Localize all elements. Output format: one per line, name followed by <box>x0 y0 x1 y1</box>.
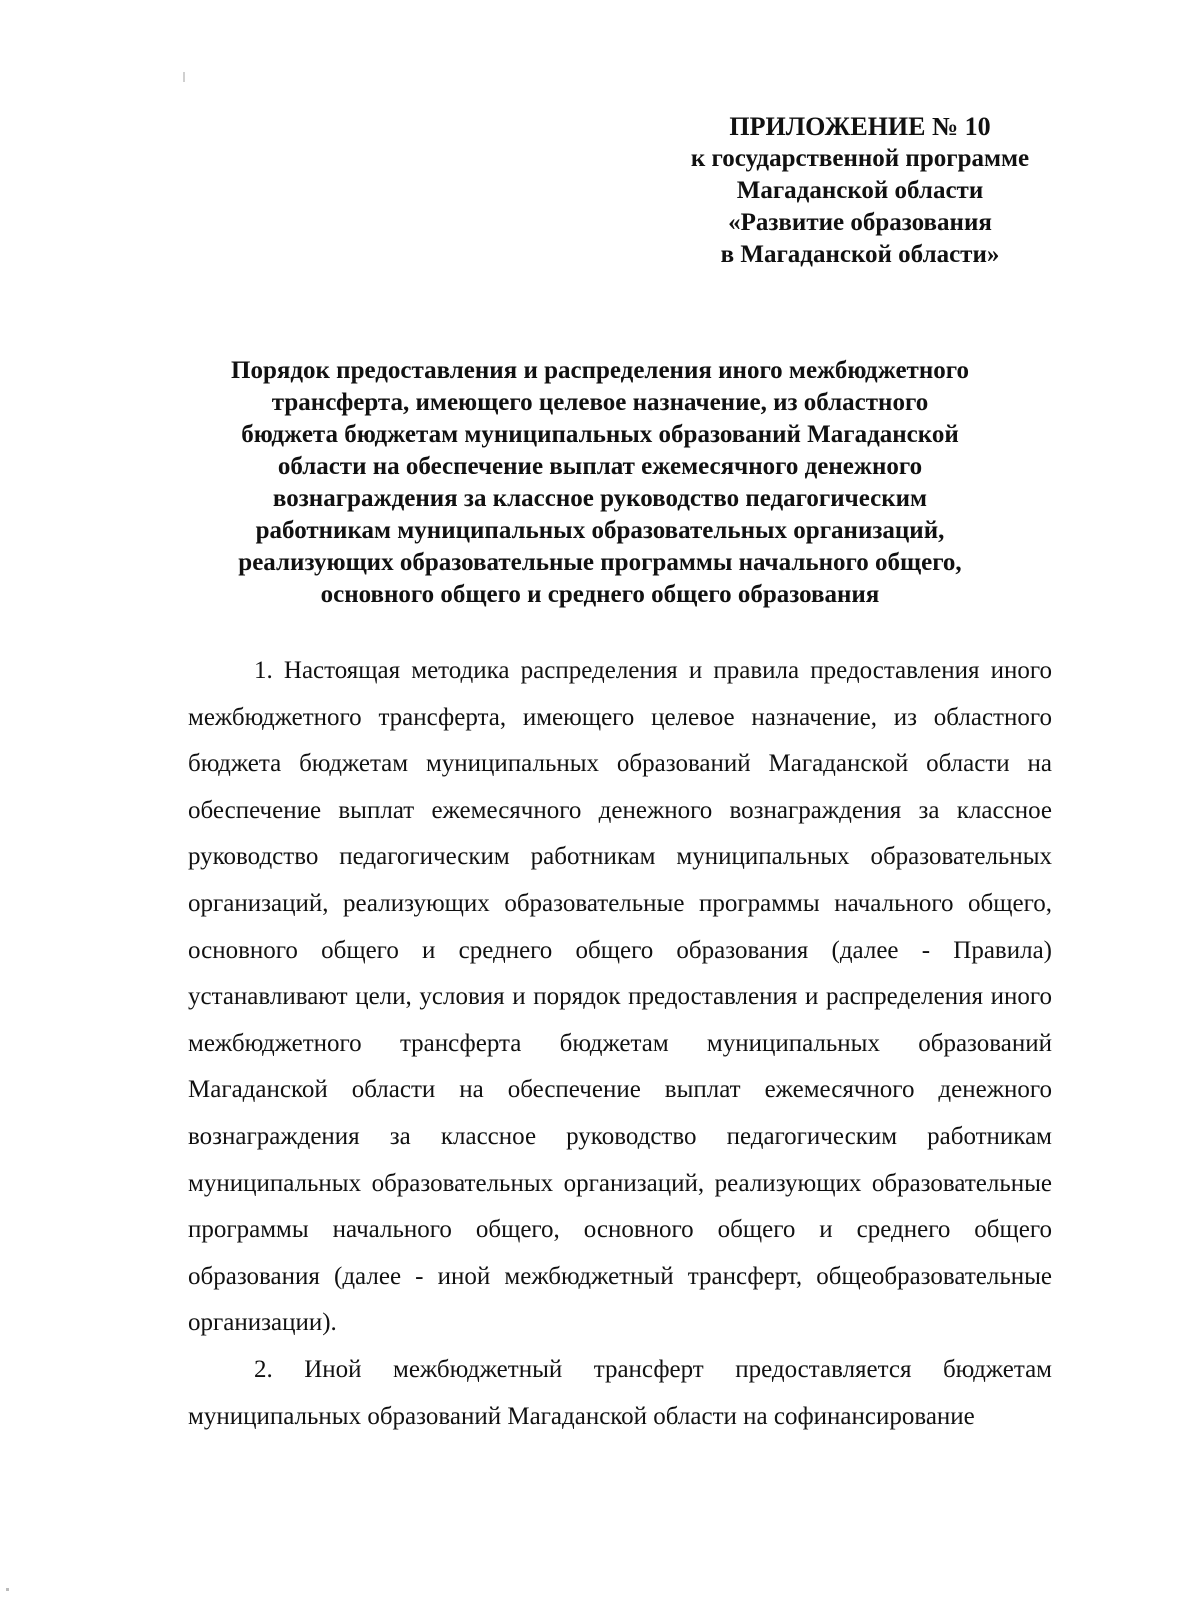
title-line: вознаграждения за классное руководство педагогическим <box>272 485 928 512</box>
appendix-line: Магаданской области <box>736 177 984 204</box>
title-line: бюджета бюджетам муниципальных образований Магаданской <box>241 421 959 448</box>
scan-dot <box>6 1588 9 1591</box>
appendix-line: «Развитие образования <box>728 209 992 236</box>
appendix-line: к государственной программе <box>690 145 1030 172</box>
title-line: Порядок предоставления и распределения иного межбюджетного <box>231 357 969 384</box>
title-line: основного общего и среднего общего образования <box>320 581 880 608</box>
title-line: реализующих образовательные программы начального общего, <box>238 549 962 576</box>
title-line: области на обеспечение выплат ежемесячного денежного <box>277 453 923 480</box>
paragraph-2: 2. Иной межбюджетный трансферт предоставляется бюджетам муниципальных образований Магаданской области на софинансирование <box>188 1355 1052 1430</box>
appendix-line: в Магаданской области» <box>720 241 1000 268</box>
document-title <box>150 355 1050 611</box>
title-line: трансферта, имеющего целевое назначение, из областного <box>271 389 929 416</box>
appendix-header <box>630 111 1090 271</box>
appendix-title: ПРИЛОЖЕНИЕ № 10 <box>729 112 991 141</box>
scan-mark <box>183 72 185 82</box>
document-body <box>188 648 1052 1440</box>
paragraph-1: 1. Настоящая методика распределения и правила предоставления иного межбюджетного трансферта, имеющего целевое назначение, из областного бюджета бюджетам муниципальных образований Магаданской области на обеспечение выплат ежемесячного денежного вознаграждения за классное руководство педагогическим работникам муниципальных образовательных организаций, реализующих образовательные программы начального общего, основного общего и среднего общего образования (далее - Правила) устанавливают цели, условия и порядок предоставления и распределения иного межбюджетного трансферта бюджетам муниципальных образований Магаданской области на обеспечение выплат ежемесячного денежного вознаграждения за классное руководство педагогическим работникам муниципальных образовательных организаций, реализующих образовательные программы начального общего, основного общего и среднего общего образования (далее - иной межбюджетный трансферт, общеобразовательные организации). <box>188 657 1052 1337</box>
title-line: работникам муниципальных образовательных организаций, <box>255 517 945 544</box>
